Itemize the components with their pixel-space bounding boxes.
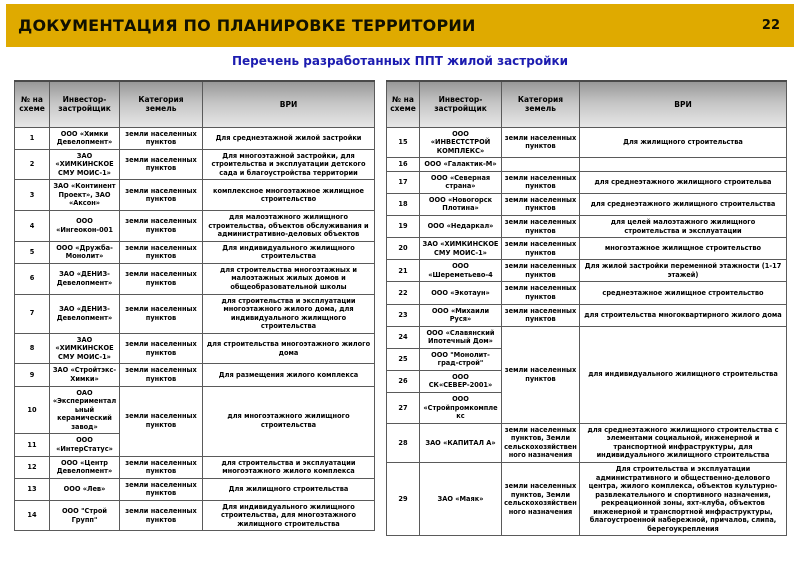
land-category [502,158,580,172]
table-row [15,127,375,149]
table-row [387,326,787,348]
column-header: Инвестор-застройщик [50,81,120,127]
row-number: 8 [15,333,50,364]
land-category: земли населенных пунктов [502,127,580,158]
table-row [387,238,787,260]
vri-description: Для многоэтажной застройки, для строительства и эксплуатации детского сада и благоустройства территории [203,149,375,180]
table-row [15,456,375,478]
row-number: 5 [15,241,50,263]
column-header: Инвестор-застройщик [420,81,502,127]
table-row [387,462,787,536]
row-number: 21 [387,260,420,282]
vri-description: для строительства многоэтажного жилого дома [203,333,375,364]
land-category: земли населенных пунктов [120,127,203,149]
row-number: 10 [15,386,50,434]
investor-name: ЗАО «ХИМКИНСКОЕ СМУ МОИС-1» [50,149,120,180]
row-number: 28 [387,423,420,462]
row-number: 27 [387,393,420,424]
investor-name: ЗАО «ХИМКИНСКОЕ СМУ МОИС-1» [420,238,502,260]
land-category: земли населенных пунктов [502,326,580,423]
investor-name: ООО СК«СЕВЕР-2001» [420,370,502,392]
row-number: 1 [15,127,50,149]
table-row [387,423,787,462]
row-number: 16 [387,158,420,172]
slide-header [6,4,794,47]
land-category: земли населенных пунктов [502,193,580,215]
row-number: 24 [387,326,420,348]
land-category: земли населенных пунктов [502,171,580,193]
table-row [387,304,787,326]
table-row [15,500,375,531]
row-number: 20 [387,238,420,260]
page-title: ДОКУМЕНТАЦИЯ ПО ПЛАНИРОВКЕ ТЕРРИТОРИИ [18,16,476,35]
investor-name: ООО «Дружба-Монолит» [50,241,120,263]
table-row [15,364,375,386]
vri-description: среднеэтажное жилищное строительство [580,282,787,304]
row-number: 13 [15,478,50,500]
vri-description: Для жилищного строительства [203,478,375,500]
vri-description: для строительства и эксплуатации многоэтажного жилого дома, для индивидуального жилищного строительства [203,294,375,333]
table-row [15,180,375,211]
land-category: земли населенных пунктов [120,386,203,456]
column-header: № на схеме [387,81,420,127]
investor-name: ООО «Ингеокон-001 [50,211,120,242]
row-number: 9 [15,364,50,386]
land-category: земли населенных пунктов [120,211,203,242]
column-header: Категория земель [120,81,203,127]
row-number: 6 [15,263,50,294]
table-row [15,478,375,500]
table-row [15,294,375,333]
investor-name: ЗАО «Стройтэкс-Химки» [50,364,120,386]
investor-name: ООО «Северная страна» [420,171,502,193]
investor-name: ООО «ИНВЕСТСТРОЙ КОМПЛЕКС» [420,127,502,158]
vri-description: Для строительства и эксплуатации административного и общественно-делового центра, жилого комплекса, объектов культурно-развлекательного и спортивного назначения, рекреационной зоны, яхт-клуба, объектов инженерной и транспортной инфраструктуры, благоустроенной набережной, причалов, слипа, берегоукрепления [580,462,787,536]
ppt-table-right [386,80,787,536]
ppt-table-left [14,80,375,531]
table-row [387,127,787,158]
column-header: Категория земель [502,81,580,127]
investor-name: ООО «Экотаун» [420,282,502,304]
vri-description: для целей малоэтажного жилищного строительства и эксплуатации [580,216,787,238]
land-category: земли населенных пунктов [120,149,203,180]
investor-name: ООО «Новогорск Плотина» [420,193,502,215]
land-category: земли населенных пунктов [120,241,203,263]
land-category: земли населенных пунктов [120,333,203,364]
table-row [387,260,787,282]
vri-description: для строительства многоквартирного жилого дома [580,304,787,326]
table-row [387,193,787,215]
vri-description: для среднеэтажного жилищного строительства с элементами социальной, инженерной и транспортной инфраструктуры, для индивидуального жилищного строительства [580,423,787,462]
vri-description: многоэтажное жилищное строительство [580,238,787,260]
vri-description: для среднеэтажного жилищного строительва [580,171,787,193]
row-number: 19 [387,216,420,238]
land-category: земли населенных пунктов, Земли сельскохозяйственного назначения [502,462,580,536]
investor-name: ЗАО «ДЕНИЗ-Девелопмент» [50,263,120,294]
land-category: земли населенных пунктов [120,364,203,386]
land-category: земли населенных пунктов [120,294,203,333]
investor-name: ОАО «Экспериментальный керамический завод» [50,386,120,434]
investor-name: ООО «Стройпромкомплекс [420,393,502,424]
land-category: земли населенных пунктов [120,263,203,294]
investor-name: ЗАО «Континент Проект», ЗАО «Аксон» [50,180,120,211]
table-row [387,216,787,238]
vri-description: Для жилищного строительства [580,127,787,158]
land-category: земли населенных пунктов [120,456,203,478]
vri-description: для строительства многоэтажных и малоэтажных жилых домов и общеобразовательной школы [203,263,375,294]
investor-name: ЗАО «ХИМКИНСКОЕ СМУ МОИС-1» [50,333,120,364]
investor-name: ЗАО «КАПИТАЛ А» [420,423,502,462]
table-row [387,282,787,304]
row-number: 12 [15,456,50,478]
column-header: № на схеме [15,81,50,127]
table-header-row [387,81,787,127]
row-number: 4 [15,211,50,242]
table-header-row [15,81,375,127]
row-number: 7 [15,294,50,333]
table-row [387,171,787,193]
investor-name: ООО «Славянский Ипотечный Дом» [420,326,502,348]
land-category: земли населенных пунктов, Земли сельскохозяйственного назначения [502,423,580,462]
table-row [15,211,375,242]
vri-description: Для размещения жилого комплекса [203,364,375,386]
table-row [15,149,375,180]
vri-description: для многоэтажного жилищного строительства [203,386,375,456]
row-number: 14 [15,500,50,531]
vri-description [580,158,787,172]
table-row [15,333,375,364]
vri-description: Для индивидуального жилищного строительства, для многоэтажного жилищного строительства [203,500,375,531]
vri-description: Для среднеэтажной жилой застройки [203,127,375,149]
table-row [15,386,375,434]
table-row [15,241,375,263]
column-header: ВРИ [580,81,787,127]
land-category: земли населенных пунктов [502,238,580,260]
investor-name: ООО «Химки Девелопмент» [50,127,120,149]
land-category: земли населенных пунктов [502,260,580,282]
row-number: 25 [387,348,420,370]
table-row [387,158,787,172]
investor-name: ООО "Строй Групп" [50,500,120,531]
land-category: земли населенных пунктов [502,216,580,238]
vri-description: Для индивидуального жилищного строительства [203,241,375,263]
investor-name: ООО «Центр Девелопмент» [50,456,120,478]
investor-name: ООО «Михаили Руся» [420,304,502,326]
row-number: 18 [387,193,420,215]
land-category: земли населенных пунктов [120,180,203,211]
vri-description: для строительства и эксплуатации многоэтажного жилого комплекса [203,456,375,478]
column-header: ВРИ [203,81,375,127]
row-number: 2 [15,149,50,180]
vri-description: для индивидуального жилищного строительства [580,326,787,423]
land-category: земли населенных пунктов [120,478,203,500]
vri-description: Для жилой застройки переменной этажности (1-17 этажей) [580,260,787,282]
vri-description: для среднеэтажного жилищного строительства [580,193,787,215]
land-category: земли населенных пунктов [120,500,203,531]
table-row [15,263,375,294]
investor-name: ООО «Недаркал» [420,216,502,238]
vri-description: для малоэтажного жилищного строительства, объектов обслуживания и административно-деловых объектов [203,211,375,242]
investor-name: ООО «Галактик-М» [420,158,502,172]
investor-name: ЗАО «ДЕНИЗ-Девелопмент» [50,294,120,333]
land-category: земли населенных пунктов [502,282,580,304]
row-number: 22 [387,282,420,304]
investor-name: ООО «Шереметьево-4 [420,260,502,282]
page-number: 22 [761,18,780,33]
row-number: 11 [15,434,50,456]
row-number: 15 [387,127,420,158]
row-number: 29 [387,462,420,536]
investor-name: ООО «Лев» [50,478,120,500]
slide-subtitle: Перечень разработанных ППТ жилой застройки [231,54,569,68]
row-number: 17 [387,171,420,193]
row-number: 26 [387,370,420,392]
land-category: земли населенных пунктов [502,304,580,326]
investor-name: ООО «ИнтерСтатус» [50,434,120,456]
vri-description: комплексное многоэтажное жилищное строительство [203,180,375,211]
row-number: 23 [387,304,420,326]
investor-name: ЗАО «Маяк» [420,462,502,536]
row-number: 3 [15,180,50,211]
investor-name: ООО "Монолит-град-строй" [420,348,502,370]
